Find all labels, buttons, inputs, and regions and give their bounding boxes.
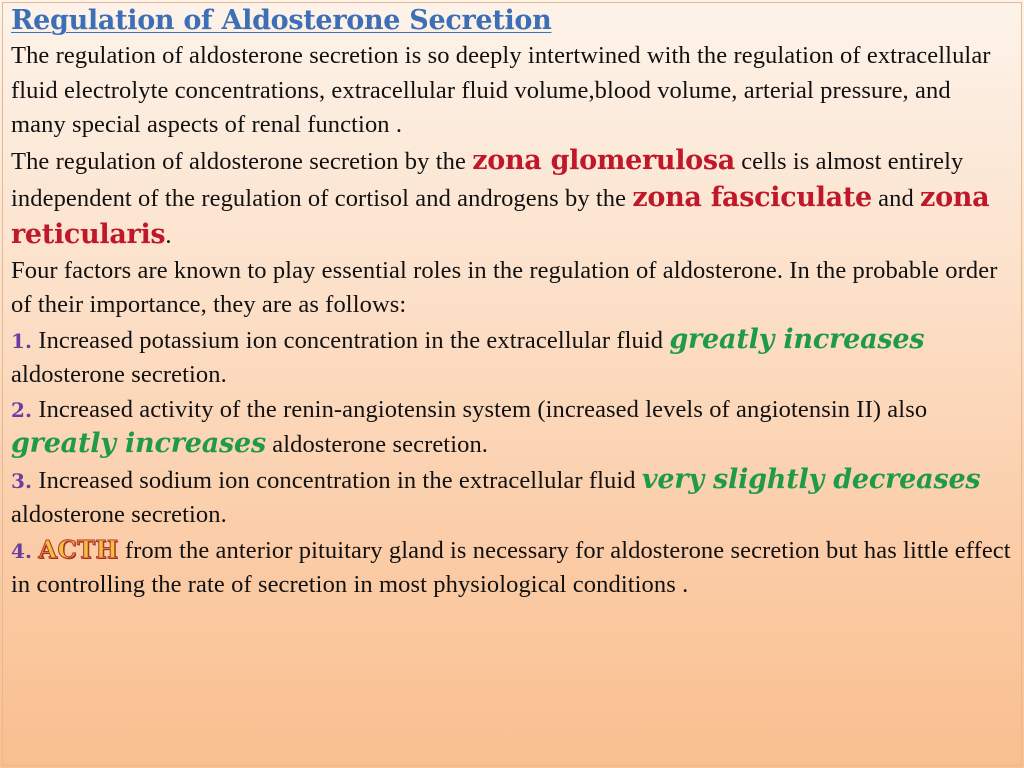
list-item-3 [11, 463, 1011, 533]
slide-body [11, 39, 1011, 603]
term-zona-fasciculate: zona fasciculate [632, 181, 872, 213]
list-item-4 [11, 533, 1011, 603]
paragraph-zona-text-1: The regulation of aldosterone secretion by the [11, 147, 473, 175]
slide-title: Regulation of Aldosterone Secretion [11, 5, 552, 36]
item-effect-1: greatly increases [669, 323, 925, 355]
item-number-4: 4. [11, 538, 33, 563]
item-after-1: aldosterone secretion. [11, 361, 227, 388]
item-text-4: from the anterior pituitary gland is necessary for aldosterone secretion but has little effect in controlling the rate of secretion in most physiological conditions . [11, 536, 1011, 598]
item-effect-3: very slightly decreases [641, 463, 981, 495]
item-text-3: Increased sodium ion concentration in the extracellular fluid [32, 466, 642, 494]
item-number-3: 3. [11, 468, 33, 493]
list-item-1 [11, 323, 1011, 393]
paragraph-intro: The regulation of aldosterone secretion is so deeply intertwined with the regulation of extracellular fluid electrolyte concentrations, extracellular fluid volume,blood volume, arterial pressure, and many special aspects of renal function . [11, 42, 991, 138]
item-after-2: aldosterone secretion. [266, 431, 489, 458]
paragraph-zona-end: . [165, 221, 172, 249]
item-effect-2: greatly increases [11, 428, 266, 459]
item-number-2: 2. [11, 397, 33, 422]
list-item-2 [11, 393, 1011, 463]
term-zona-glomerulosa: zona glomerulosa [472, 144, 735, 176]
paragraph-zona [11, 143, 1011, 254]
term-zona-reticularis: zona reticularis [11, 181, 990, 250]
item-number-1: 1. [11, 328, 33, 353]
item-after-3: aldosterone secretion. [11, 501, 227, 528]
paragraph-zona-text-2: cells is almost entirely independent of the regulation of cortisol and androgens by the [11, 147, 964, 212]
item-text-2: Increased activity of the renin-angiotensin system (increased levels of angiotensin II) also [32, 395, 928, 423]
paragraph-zona-and: and [871, 184, 921, 212]
acth-label: ACTH [38, 534, 119, 564]
slide [11, 3, 1011, 603]
paragraph-factors: Four factors are known to play essential roles in the regulation of aldosterone. In the probable order of their importance, they are as follows: [11, 256, 998, 318]
item-text-1: Increased potassium ion concentration in the extracellular fluid [32, 326, 670, 354]
